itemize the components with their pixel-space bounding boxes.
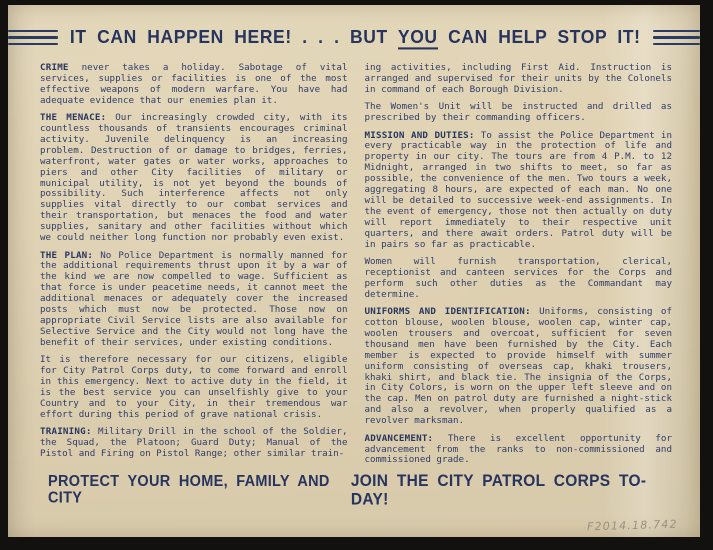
paragraph-training <box>40 427 348 460</box>
paragraph-heading: UNIFORMS AND IDENTIFICATION: <box>364 306 531 318</box>
paragraph-the-menace <box>40 113 348 244</box>
paragraph-text: The Women's Unit will be instructed and drilled as prescribed by their commanding officers. <box>364 101 672 124</box>
headline-text <box>70 27 641 49</box>
paragraph-text: never takes a holiday. Sabotage of vital services, supplies or facilities is one of the most effective weapons of modern warfare. You have had adequate evidence that our enemies plan it. <box>40 62 348 106</box>
poster-page <box>8 5 700 537</box>
headline-part2: CAN HELP STOP IT! <box>448 26 641 48</box>
paragraph-heading: THE PLAN: <box>40 249 94 261</box>
paragraph-text: Military Drill in the school of the Soldier, the Squad, the Platoon; Guard Duty; Manual of the Pistol and Firing on Pistol Range; other similar train- <box>40 426 348 459</box>
poster-headline <box>8 27 700 48</box>
paragraph-text: To assist the Police Department in every practicable way in the protection of life and property in our city. The tours are from 4 P.M. to 12 Midnight, arranged in two shifts to meet, so far as possible, the convenience of the men. Two tours a week, aggregating 8 hours, are expected of each man. No one will be detailed to successive week-end assignments. In the event of emergency, those not then actually on duty will report immediately to their respective unit quarters, and there await orders. Patrol duty will be in pairs so far as practicable. <box>364 129 672 250</box>
footer-slogan-join: JOIN THE CITY PATROL CORPS TO-DAY! <box>350 471 647 509</box>
paragraph-heading: CRIME <box>40 62 69 73</box>
paragraph-training-continued <box>365 63 673 96</box>
handwritten-accession-number: F2014.18.742 <box>587 517 679 534</box>
paragraph-text: ing activities, including First Aid. Instruction is arranged and supervised for their units by the Colonels in command of each Borough Division. <box>364 62 672 95</box>
paragraph-advancement <box>365 434 673 467</box>
paragraph-uniforms <box>365 307 673 427</box>
triple-rule-left-icon <box>8 30 58 46</box>
right-column <box>365 63 673 473</box>
triple-rule-right-icon <box>653 30 700 46</box>
headline-part1: IT CAN HAPPEN HERE! . . . BUT <box>69 26 388 48</box>
paragraph-heading: THE MENACE: <box>40 112 107 124</box>
paragraph-crime <box>40 63 348 107</box>
paragraph-heading: TRAINING: <box>40 426 92 438</box>
paragraph-the-plan <box>40 251 348 349</box>
body-columns <box>8 48 700 473</box>
paragraph-text: Uniforms, consisting of cotton blouse, woolen blouse, woolen cap, winter cap, woolen trousers and overcoat, sufficient for seven thousand men have been furnished by the City. Each member is expected to provide himself with summer uniform consisting of overseas cap, khaki trousers, khaki shirt, and black tie. The insignia of the Corps, in City Colors, is worn on the upper left sleeve and on the cap. Men on patrol duty are furnished a night-stick and also a revolver, when properly qualified as a revolver marksman. <box>364 306 672 427</box>
paragraph-text: No Police Department is normally manned for the additional requirements thrust upon it by a war of the kind we are now compelled to wage. Sufficient as that force is under peacetime needs, it cannot meet the additional menaces or adequately cover the increased posts which must now be protected. Those now on appropriate Civil Service lists are also available for Selective Service and the City would not long have the benefit of their services, under existing conditions. <box>40 249 348 348</box>
paragraph-heading: ADVANCEMENT: <box>364 432 434 444</box>
left-column <box>40 63 348 473</box>
paragraph-heading: MISSION AND DUTIES: <box>364 129 475 141</box>
headline-emphasis-you: YOU <box>398 27 438 50</box>
paragraph-mission-and-duties <box>365 131 673 251</box>
paragraph-text: It is therefore necessary for our citizens, eligible for City Patrol Corps duty, to come forward and enroll in this emergency. Next to active duty in the field, it is the best service you can unselfishly give to your Country and to your City, in their tremendous war effort during this period of grave national crisis. <box>40 354 348 420</box>
paragraph-text: Our increasingly crowded city, with its countless thousands of transients encourages criminal activity. Juvenile delinquency is an increasing problem. Destruction of or damage to bridges, ferries, waterfront, water gates or water works, approaches to piers and other City facilities of military or municipal utility, is not yet beyond the bounds of possibility. Such interference affects not only supplies vital directly to our combat services and their transportation, but menaces the food and water supplies, sanitary and other facilities without which we could neither long function nor probably even exist. <box>40 112 348 244</box>
paragraph-text: There is excellent opportunity for advancement from the ranks to non-commissioned and commissioned grade. <box>364 432 672 466</box>
paragraph-womens-unit <box>365 102 673 124</box>
footer-slogan-protect: PROTECT YOUR HOME, FAMILY AND CITY <box>48 473 330 507</box>
paragraph-women-services <box>365 257 673 301</box>
paragraph-enroll <box>40 355 348 420</box>
paragraph-text: Women will furnish transportation, clerical, receptionist and canteen services for the Corps and perform such other duties as the Commandant may determine. <box>364 256 672 300</box>
